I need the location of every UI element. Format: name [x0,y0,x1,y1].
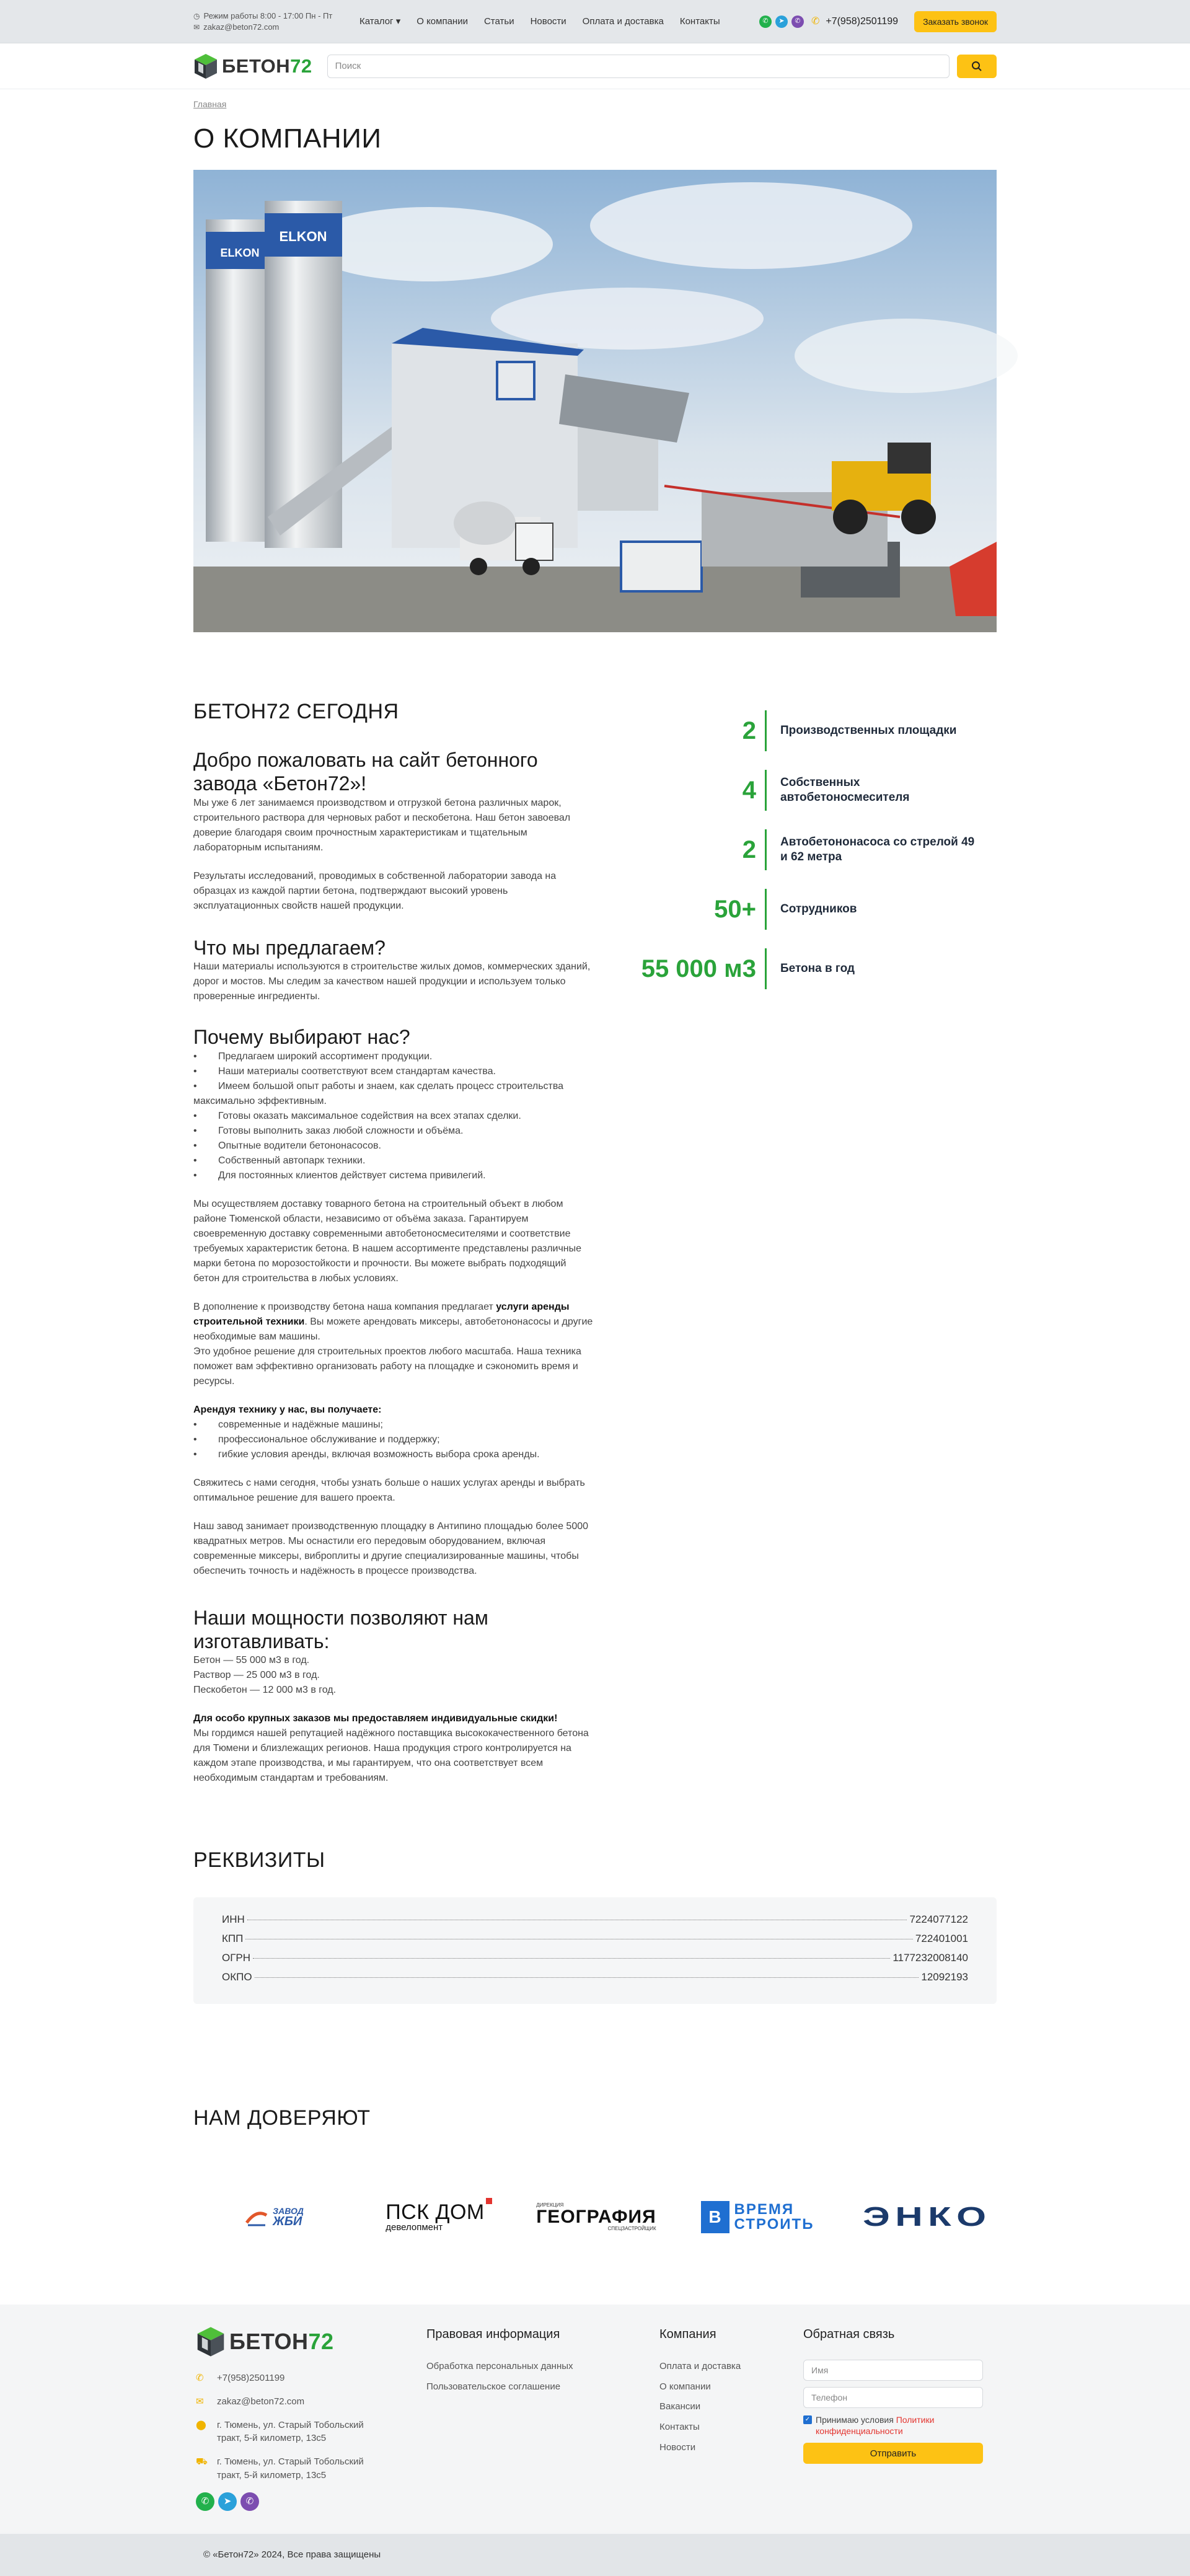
capacity-title: Наши мощности позволяют нам изготавливать: [193,1606,488,1652]
logo-number: 72 [290,55,312,77]
stat-number: 4 [742,776,756,804]
delivery-paragraph: Мы осуществляем доставку товарного бетона на строительный объект в любом районе Тюменской области, независимо от объёма заказа. Гарантируем своевременную доставку современными автобетоносмесителями и соответствие требуемых характеристик бетона. В нашем ассортименте представлены различные марки бетона по морозостойкости и прочности. Вы можете выбрать подходящий бетон для строительства в любых условиях. [193,1198,582,1284]
stats-panel [631,697,997,1786]
stat-label: Собственных автобетоносмесителя [780,775,910,804]
capacity-item: Бетон — 55 000 м3 в год. [193,1655,310,1666]
rent-paragraph-2: Это удобное решение для строительных проектов любого масштаба. Наша техника поможет вам эффективно организовать работу на площадке и сэкономить время и ресурсы. [193,1346,581,1387]
why-list [193,1049,593,1183]
telegram-icon[interactable]: ➤ [775,15,788,28]
capacity-item: Раствор — 25 000 м3 в год. [193,1670,320,1681]
truck-icon: ⛟ [196,2456,208,2468]
footer [0,2305,1190,2534]
footer-address-2: г. Тюмень, ул. Старый Тобольский тракт, 5-й километр, 13с5 [217,2456,364,2481]
table-row: КПП 722401001 [222,1932,968,1944]
top-email[interactable]: zakaz@beton72.com [203,22,280,32]
list-item: • Опытные водители бетононасосов. [193,1139,593,1153]
phone-icon: ✆ [811,16,820,27]
consent-text: Принимаю условия [816,2414,896,2425]
order-call-button[interactable]: Заказать звонок [914,11,997,32]
about-heading: БЕТОН72 СЕГОДНЯ [193,699,399,723]
copyright-bar [0,2534,1190,2576]
privacy-policy-link[interactable]: Политики конфиденциальности [816,2414,935,2437]
footer-link-payment[interactable]: Оплата и доставка [659,2360,741,2371]
stat-label: Производственных площадки [780,723,957,737]
list-item: • Предлагаем широкий ассортимент продукции. [193,1049,593,1064]
footer-link-contacts[interactable]: Контакты [659,2422,700,2433]
hero-plant-image [193,170,997,632]
footer-legal [426,2326,659,2511]
rent-benefits-list [193,1418,593,1462]
offer-title: Что мы предлагаем? [193,936,386,959]
clock-icon: ◷ [193,11,200,20]
stat-item [631,708,997,754]
stat-number: 2 [742,836,756,863]
welcome-paragraph-2: Результаты исследований, проводимых в собственной лаборатории завода на образцах из каждой партии бетона, подтверждают высокий уровень эксплуатационных свойств нашей продукции. [193,870,557,911]
partner-logo-enko[interactable]: ЭНКО [863,2202,992,2233]
stat-label: Сотрудников [780,902,857,915]
partners-carousel[interactable] [193,2183,997,2251]
contact-paragraph: Свяжитесь с нами сегодня, чтобы узнать больше о наших услугах аренды и выбрать оптимальное решение для вашего проекта. [193,1477,585,1503]
logo-text: БЕТОН [222,55,291,77]
viber-icon[interactable]: ✆ [240,2492,259,2511]
work-hours: Режим работы 8:00 - 17:00 Пн - Пт [203,11,333,20]
final-paragraph: Мы гордимся нашей репутацией надёжного поставщика высококачественного бетона для Тюмени и близлежащих регионов. Наша продукция строго контролируется на каждом этапе производства, и мы гарантируем, что она соответствует всем необходимым стандартам и требованиям. [193,1728,589,1784]
nav-news[interactable]: Новости [530,16,566,27]
footer-contacts [193,2326,426,2511]
list-item: • гибкие условия аренды, включая возможность выбора срока аренды. [193,1447,593,1462]
location-icon: ⬤ [196,2419,206,2430]
contact-info [193,11,359,33]
list-item: • Готовы оказать максимальное содействия на всех этапах сделки. [193,1109,593,1124]
name-input[interactable]: Имя [803,2360,983,2381]
plant-paragraph: Наш завод занимает производственную площадку в Антипино площадью более 5000 квадратных метров. Мы оснастили его передовым оборудованием, включая современные миксеры, виброплиты и другие специализированные машины, чтобы обеспечить точность и надёжность в процессе производства. [193,1520,589,1576]
requisites-title: РЕКВИЗИТЫ [193,1848,325,1872]
footer-address-1: г. Тюмень, ул. Старый Тобольский тракт, 5-й километр, 13с5 [217,2419,364,2444]
submit-button[interactable]: Отправить [803,2443,983,2464]
footer-logo[interactable]: БЕТОН72 [196,2326,426,2358]
footer-link-user-agreement[interactable]: Пользовательское соглашение [426,2381,561,2392]
stat-item [631,767,997,813]
table-row: ОКПО 12092193 [222,1970,968,1983]
stat-label: Бетона в год [780,961,855,975]
partners-title: НАМ ДОВЕРЯЮТ [193,2106,371,2130]
search-button[interactable] [957,55,997,78]
copyright-text: © «Бетон72» 2024, Все права защищены [203,2549,381,2561]
welcome-title: Добро пожаловать на сайт бетонного завода «Бетон72»! [193,749,538,795]
logo[interactable] [193,53,312,81]
consent-checkbox[interactable]: ✓ [803,2415,812,2424]
table-row: ОГРН 1177232008140 [222,1951,968,1964]
footer-company [659,2326,803,2511]
list-item: • Готовы выполнить заказ любой сложности и объёма. [193,1124,593,1139]
viber-icon[interactable]: ✆ [791,15,804,28]
rent-benefits-title: Арендуя технику у нас, вы получаете: [193,1404,382,1415]
list-item: • Наши материалы соответствуют всем стандартам качества. [193,1064,593,1079]
logo-cube-icon [193,53,218,80]
footer-phone[interactable]: +7(958)2501199 [217,2373,285,2384]
stat-number: 2 [742,717,756,744]
why-title: Почему выбирают нас? [193,1026,410,1049]
footer-link-news[interactable]: Новости [659,2441,696,2453]
search-input[interactable]: Поиск [327,55,950,78]
top-nav [359,15,720,29]
footer-link-vacancies[interactable]: Вакансии [659,2401,701,2412]
partner-logo-zavod-zhbi[interactable]: ЗАВОД ЖБИ [193,2207,355,2228]
partner-logo-vremya-stroit[interactable]: B ВРЕМЯ СТРОИТЬ [677,2201,838,2233]
search-icon [971,61,982,72]
whatsapp-icon[interactable]: ✆ [196,2492,214,2511]
stat-number: 50+ [714,895,756,923]
phone-input[interactable]: Телефон [803,2387,983,2408]
nav-payment-delivery[interactable]: Оплата и доставка [582,16,664,27]
breadcrumb[interactable]: Главная [193,99,227,109]
footer-legal-title: Правовая информация [426,2327,560,2341]
footer-company-title: Компания [659,2327,716,2341]
stat-number: 55 000 м3 [641,955,756,982]
feedback-form [803,2326,989,2511]
list-item: • современные и надёжные машины; [193,1418,593,1432]
partner-logo-psk-dom[interactable]: ПСК ДОМ девелопмент [355,2202,516,2232]
rent-paragraph: В дополнение к производству бетона наша компания предлагает услуги аренды строительной техники. Вы можете арендовать миксеры, автобетононасосы и другие необходимые вам машины. [193,1301,593,1342]
telegram-icon[interactable]: ➤ [218,2492,237,2511]
stat-item [631,946,997,992]
svg-text:ELKON: ELKON [220,247,260,260]
topbar [0,0,1190,43]
list-item: • профессиональное обслуживание и поддержку; [193,1432,593,1447]
top-phone[interactable]: +7(958)2501199 [826,16,899,27]
nav-about[interactable]: О компании [416,16,468,27]
welcome-paragraph-1: Мы уже 6 лет занимаемся производством и отгрузкой бетона различных марок, строительного раствора для черновых работ и пескобетона. Наш бетон завоевал доверие благодаря своим прочностным характеристикам и тщательным лабораторным испытаниям. [193,797,571,853]
feedback-title: Обратная связь [803,2327,895,2341]
footer-email[interactable]: zakaz@beton72.com [217,2396,305,2407]
stat-item [631,886,997,932]
capacity-item: Пескобетон — 12 000 м3 в год. [193,1685,337,1696]
stat-item [631,827,997,873]
footer-link-personal-data[interactable]: Обработка персональных данных [426,2360,573,2371]
svg-text:ELKON: ELKON [279,229,327,245]
page-title: О КОМПАНИИ [193,123,382,154]
mail-icon: ✉ [193,22,200,32]
footer-link-about[interactable]: О компании [659,2381,711,2392]
header [0,43,1190,89]
nav-catalog[interactable]: Каталог ▾ [359,16,401,27]
about-text [193,697,593,1786]
logo-cube-icon [196,2326,226,2358]
whatsapp-icon[interactable]: ✆ [759,15,772,28]
nav-contacts[interactable]: Контакты [679,16,720,27]
mail-icon: ✉ [196,2396,204,2407]
nav-articles[interactable]: Статьи [483,16,514,27]
partner-logo-geografiya[interactable]: ДИРЕКЦИЯ ГЕОГРАФИЯ СПЕЦЗАСТРОЙЩИК [536,2202,656,2231]
stat-label: Автобетононасоса со стрелой 49 и 62 метра [780,835,975,863]
phone-icon: ✆ [196,2373,204,2384]
table-row: ИНН 7224077122 [222,1913,968,1925]
requisites-table [193,1897,997,2004]
offer-paragraph: Наши материалы используются в строительстве жилых домов, коммерческих зданий, дорог и мостов. Мы следим за качеством нашей продукции и используем только проверенные ингредиенты. [193,961,591,1002]
list-item: • Собственный автопарк техники. [193,1153,593,1168]
list-item: • Для постоянных клиентов действует система привилегий. [193,1168,593,1183]
list-item: • Имеем большой опыт работы и знаем, как сделать процесс строительства максимально эффективным. [193,1079,593,1109]
discount-note: Для особо крупных заказов мы предоставляем индивидуальные скидки! [193,1713,558,1724]
